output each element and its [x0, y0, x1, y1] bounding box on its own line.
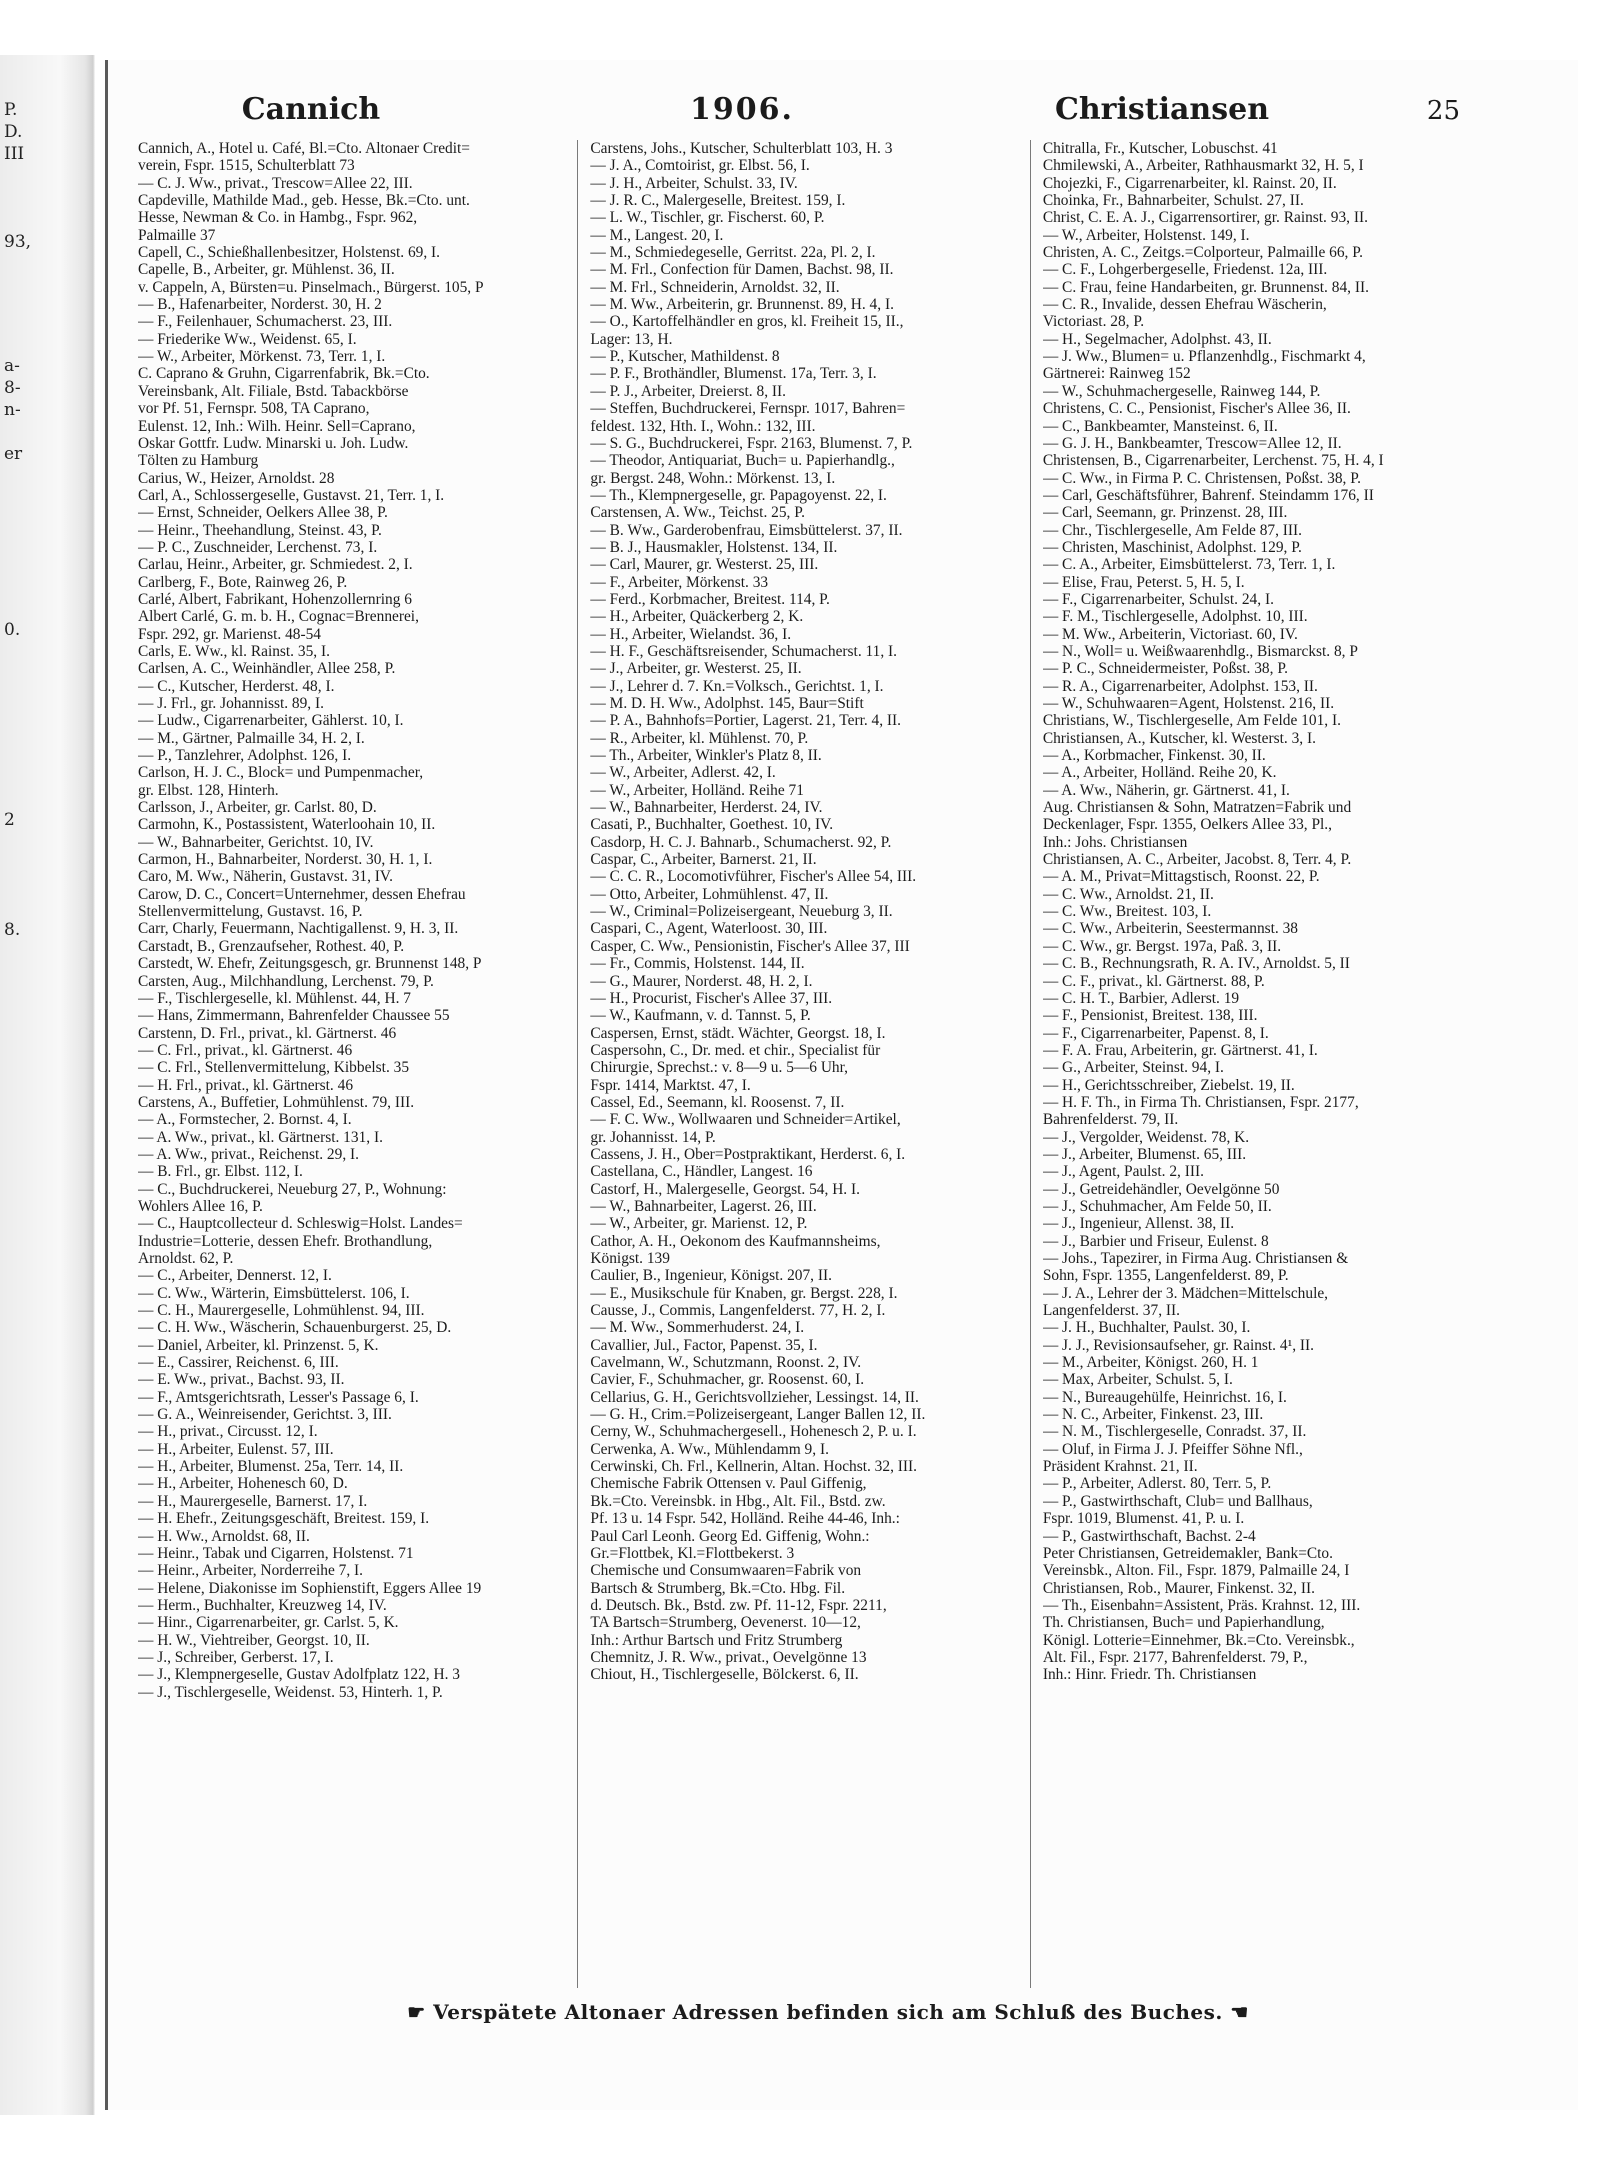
- directory-entry: Christiansen, A., Kutscher, kl. Westerst. 3, I.: [1042, 729, 1316, 747]
- directory-entry: — H. Frl., privat., kl. Gärtnerst. 46: [138, 1076, 354, 1094]
- directory-entry: Eulenst. 12, Inh.: Wilh. Heinr. Sell=Caprano,: [138, 417, 416, 435]
- margin-fragment: 8-: [4, 378, 21, 398]
- directory-entry: — C. Ww., Breitest. 103, I.: [1042, 903, 1212, 921]
- directory-entry: — Otto, Arbeiter, Lohmühlenst. 47, II.: [590, 885, 829, 903]
- directory-entry: Caspersohn, C., Dr. med. et chir., Specialist für: [590, 1041, 881, 1059]
- directory-entry: — P., Arbeiter, Adlerst. 80, Terr. 5, P.: [1042, 1475, 1272, 1493]
- directory-entry: — C., Arbeiter, Dennerst. 12, I.: [138, 1267, 332, 1285]
- header-year: 1906.: [690, 92, 794, 127]
- page-header: [80, 92, 1460, 132]
- directory-entry: Choinka, Fr., Bahnarbeiter, Schulst. 27, II.: [1042, 192, 1304, 210]
- directory-entry: Carstadt, B., Grenzaufseher, Rothest. 40, P.: [138, 937, 405, 955]
- directory-entry: Carl, A., Schlossergeselle, Gustavst. 21, Terr. 1, I.: [138, 486, 445, 504]
- directory-entry: — F. M., Tischlergeselle, Adolphst. 10, III.: [1042, 608, 1308, 626]
- directory-entry: — C. R., Invalide, dessen Ehefrau Wäscherin,: [1042, 296, 1327, 314]
- directory-entry: Cassel, Ed., Seemann, kl. Roosenst. 7, II.: [590, 1093, 845, 1111]
- directory-entry: Christ, C. E. A. J., Cigarrensortirer, gr. Rainst. 93, II.: [1042, 209, 1368, 227]
- directory-entry: — Heinr., Tabak und Cigarren, Holstenst. 71: [138, 1544, 414, 1562]
- directory-entry: Aug. Christiansen & Sohn, Matratzen=Fabrik und: [1042, 799, 1352, 817]
- directory-entry: — H., Arbeiter, Blumenst. 25a, Terr. 14, II.: [138, 1458, 404, 1476]
- directory-entry: — Heinr., Theehandlung, Steinst. 43, P.: [138, 521, 382, 539]
- directory-entry: Chirurgie, Sprechst.: v. 8—9 u. 5—6 Uhr,: [590, 1059, 848, 1077]
- directory-entry: — J. A., Lehrer der 3. Mädchen=Mittelschule,: [1042, 1284, 1329, 1302]
- directory-entry: — W., Arbeiter, Holstenst. 149, I.: [1042, 226, 1250, 244]
- directory-entry: — W., Arbeiter, Holländ. Reihe 71: [590, 781, 804, 799]
- directory-entry: Casper, C. Ww., Pensionistin, Fischer's Allee 37, III: [590, 937, 910, 955]
- directory-entry: — W., Bahnarbeiter, Lagerst. 26, III.: [590, 1197, 817, 1215]
- directory-entry: — J., Tischlergeselle, Weidenst. 53, Hinterh. 1, P.: [138, 1683, 443, 1701]
- directory-entry: Bk.=Cto. Vereinsbk. in Hbg., Alt. Fil., Bstd. zw.: [590, 1492, 886, 1510]
- directory-entry: Inh.: Johs. Christiansen: [1042, 833, 1188, 851]
- directory-entry: Casati, P., Buchhalter, Goethest. 10, IV.: [590, 816, 834, 834]
- directory-entry: — M., Gärtner, Palmaille 34, H. 2, I.: [138, 729, 365, 747]
- directory-entry: Vereinsbank, Alt. Filiale, Bstd. Tabackbörse: [138, 382, 409, 400]
- directory-entry: — H., privat., Circusst. 12, I.: [138, 1423, 318, 1441]
- directory-entry: Gr.=Flottbek, Kl.=Flottbekerst. 3: [590, 1544, 795, 1562]
- directory-entry: — C. F., privat., kl. Gärtnerst. 88, P.: [1042, 972, 1265, 990]
- directory-entry: Inh.: Arthur Bartsch und Fritz Strumberg: [590, 1631, 843, 1649]
- directory-entry: Stellenvermittelung, Gustavst. 16, P.: [138, 903, 363, 921]
- directory-entry: — Th., Klempnergeselle, gr. Papagoyenst. 22, I.: [590, 486, 887, 504]
- directory-entry: — F., Tischlergeselle, kl. Mühlenst. 44, H. 7: [138, 989, 411, 1007]
- margin-fragment: 93,: [4, 232, 32, 252]
- directory-entry: Hesse, Newman & Co. in Hambg., Fspr. 962,: [138, 209, 418, 227]
- directory-entry: Christen, A. C., Zeitgs.=Colporteur, Palmaille 66, P.: [1042, 244, 1363, 262]
- directory-entry: — J., Vergolder, Weidenst. 78, K.: [1042, 1128, 1250, 1146]
- directory-entry: — M., Arbeiter, Königst. 260, H. 1: [1042, 1354, 1259, 1372]
- directory-entry: Pf. 13 u. 14 Fspr. 542, Holländ. Reihe 44-46, Inh.:: [590, 1510, 900, 1528]
- directory-entry: — C. Frau, feine Handarbeiten, gr. Brunnenst. 84, II.: [1042, 278, 1369, 296]
- directory-entry: — Johs., Tapezirer, in Firma Aug. Christiansen &: [1042, 1250, 1349, 1267]
- directory-entry: Christiansen, A. C., Arbeiter, Jacobst. 8, Terr. 4, P.: [1042, 851, 1352, 869]
- directory-entry: Cerwenka, A. Ww., Mühlendamm 9, I.: [590, 1440, 829, 1458]
- directory-entry: — H. Ehefr., Zeitungsgeschäft, Breitest. 159, I.: [138, 1510, 430, 1528]
- directory-entry: Alt. Fil., Fspr. 2177, Bahrenfelderst. 79, P.,: [1042, 1648, 1308, 1666]
- directory-entry: TA Bartsch=Strumberg, Oevenerst. 10—12,: [590, 1614, 861, 1632]
- directory-columns: [138, 140, 1498, 1988]
- directory-entry: — S. G., Buchdruckerei, Fspr. 2163, Blumenst. 7, P.: [590, 434, 913, 452]
- directory-entry: — C. C. R., Locomotivführer, Fischer's Allee 54, III.: [590, 868, 917, 886]
- directory-entry: — Daniel, Arbeiter, kl. Prinzenst. 5, K.: [138, 1336, 379, 1354]
- directory-entry: — F., Cigarrenarbeiter, Papenst. 8, I.: [1042, 1024, 1269, 1042]
- directory-entry: — N. C., Arbeiter, Finkenst. 23, III.: [1042, 1406, 1264, 1424]
- directory-entry: — C. H. T., Barbier, Adlerst. 19: [1042, 989, 1240, 1007]
- directory-entry: gr. Elbst. 128, Hinterh.: [138, 781, 279, 799]
- directory-entry: — N., Woll= u. Weißwaarenhdlg., Bismarckst. 8, P: [1042, 642, 1358, 660]
- margin-fragment: D.: [4, 122, 23, 142]
- directory-entry: — C., Buchdruckerei, Neueburg 27, P., Wohnung:: [138, 1180, 447, 1198]
- directory-entry: — J. H., Buchhalter, Paulst. 30, I.: [1042, 1319, 1251, 1337]
- directory-entry: Carlsen, A. C., Weinhändler, Allee 258, P.: [138, 660, 396, 678]
- directory-entry: Cannich, A., Hotel u. Café, Bl.=Cto. Altonaer Credit=: [138, 140, 470, 157]
- margin-fragment: a-: [4, 356, 20, 376]
- directory-entry: — J. Frl., gr. Johannisst. 89, I.: [138, 695, 324, 712]
- directory-entry: — B. Frl., gr. Elbst. 112, I.: [138, 1163, 303, 1181]
- directory-entry: — Ludw., Cigarrenarbeiter, Gählerst. 10, I.: [138, 712, 404, 730]
- directory-entry: Cavier, F., Schuhmacher, gr. Roosenst. 60, I.: [590, 1371, 865, 1389]
- directory-entry: Castorf, H., Malergeselle, Georgst. 54, H. I.: [590, 1180, 860, 1198]
- directory-entry: — G., Maurer, Norderst. 48, H. 2, I.: [590, 972, 813, 990]
- directory-entry: — Christen, Maschinist, Adolphst. 129, P.: [1042, 538, 1302, 556]
- directory-entry: Cavelmann, W., Schutzmann, Roonst. 2, IV.: [590, 1354, 862, 1372]
- directory-entry: Th. Christiansen, Buch= und Papierhandlung,: [1042, 1614, 1325, 1632]
- directory-entry: Deckenlager, Fspr. 1355, Oelkers Allee 33, Pl.,: [1042, 816, 1332, 834]
- directory-entry: — C., Kutscher, Herderst. 48, I.: [138, 677, 335, 695]
- directory-entry: Fspr. 292, gr. Marienst. 48-54: [138, 625, 321, 643]
- directory-entry: — R., Arbeiter, kl. Mühlenst. 70, P.: [590, 729, 809, 747]
- directory-entry: — C. H. Ww., Wäscherin, Schauenburgerst. 25, D.: [138, 1319, 452, 1337]
- directory-entry: Chitralla, Fr., Kutscher, Lobuschst. 41: [1042, 140, 1278, 157]
- directory-entry: — M. Ww., Sommerhuderst. 24, I.: [590, 1319, 805, 1337]
- directory-entry: — H. F. Th., in Firma Th. Christiansen, Fspr. 2177,: [1042, 1093, 1359, 1111]
- directory-entry: Christians, W., Tischlergeselle, Am Felde 101, I.: [1042, 712, 1341, 730]
- directory-entry: — W., Bahnarbeiter, Gerichtst. 10, IV.: [138, 833, 374, 851]
- directory-entry: — A. Ww., privat., kl. Gärtnerst. 131, I.: [138, 1128, 383, 1146]
- directory-entry: — J. Ww., Blumen= u. Pflanzenhdlg., Fischmarkt 4,: [1042, 348, 1366, 366]
- directory-entry: Carow, D. C., Concert=Unternehmer, dessen Ehefrau: [138, 885, 466, 903]
- directory-entry: — A., Arbeiter, Holländ. Reihe 20, K.: [1042, 764, 1277, 782]
- directory-entry: — C. Ww., Arnoldst. 21, II.: [1042, 885, 1214, 903]
- directory-entry: — H. Ww., Arnoldst. 68, II.: [138, 1527, 310, 1545]
- margin-fragment: n-: [4, 400, 21, 420]
- directory-entry: — H., Arbeiter, Wielandst. 36, I.: [590, 625, 792, 643]
- directory-entry: — A. Ww., privat., Reichenst. 29, I.: [138, 1145, 359, 1163]
- directory-entry: — O., Kartoffelhändler en gros, kl. Freiheit 15, II.,: [590, 313, 904, 331]
- margin-fragment: III: [4, 144, 25, 164]
- directory-entry: — C. H., Maurergeselle, Lohmühlenst. 94, III.: [138, 1302, 425, 1320]
- directory-entry: — M. D. H. Ww., Adolphst. 145, Baur=Stift: [590, 695, 864, 712]
- margin-fragment: 2: [4, 810, 15, 830]
- directory-entry: — H., Segelmacher, Adolphst. 43, II.: [1042, 330, 1272, 348]
- directory-entry: — A. M., Privat=Mittagstisch, Roonst. 22, P.: [1042, 868, 1320, 886]
- directory-entry: — H., Arbeiter, Hohenesch 60, D.: [138, 1475, 348, 1493]
- directory-entry: — C. F., Lohgerbergeselle, Friedenst. 12a, III.: [1042, 261, 1328, 279]
- directory-entry: Cellarius, G. H., Gerichtsvollzieher, Lessingst. 14, II.: [590, 1388, 919, 1406]
- directory-entry: — Carl, Maurer, gr. Westerst. 25, III.: [590, 556, 819, 574]
- directory-entry: — J., Barbier und Friseur, Eulenst. 8: [1042, 1232, 1269, 1250]
- directory-entry: Inh.: Hinr. Friedr. Th. Christiansen: [1042, 1666, 1257, 1684]
- directory-entry: Cerwinski, Ch. Frl., Kellnerin, Altan. Hochst. 32, III.: [590, 1458, 917, 1476]
- directory-entry: gr. Johannisst. 14, P.: [590, 1128, 716, 1146]
- directory-entry: — C. Ww., Wärterin, Eimsbüttelerst. 106, I.: [138, 1284, 410, 1302]
- directory-entry: — P. J., Arbeiter, Dreierst. 8, II.: [590, 382, 786, 400]
- directory-entry: — Chr., Tischlergeselle, Am Felde 87, III.: [1042, 521, 1303, 539]
- directory-entry: — B. J., Hausmakler, Holstenst. 134, II.: [590, 538, 838, 556]
- directory-entry: v. Cappeln, A, Bürsten=u. Pinselmach., Bürgerst. 105, P: [138, 278, 484, 296]
- directory-entry: — Herm., Buchhalter, Kreuzweg 14, IV.: [138, 1596, 387, 1614]
- directory-entry: Christensen, B., Cigarrenarbeiter, Lerchenst. 75, H. 4, I: [1042, 452, 1384, 470]
- binding-edge: [0, 55, 95, 2115]
- directory-entry: — W., Arbeiter, gr. Marienst. 12, P.: [590, 1215, 808, 1233]
- directory-entry: — P. C., Zuschneider, Lerchenst. 73, I.: [138, 538, 378, 556]
- directory-entry: — W., Schuhwaaren=Agent, Holstenst. 216, II.: [1042, 695, 1335, 712]
- directory-entry: — P. C., Schneidermeister, Poßst. 38, P.: [1042, 660, 1289, 678]
- directory-entry: Palmaille 37: [138, 226, 216, 244]
- directory-entry: Carstedt, W. Ehefr, Zeitungsgesch, gr. Brunnenst 148, P: [138, 955, 482, 973]
- directory-entry: Caulier, B., Ingenieur, Königst. 207, II.: [590, 1267, 832, 1285]
- directory-entry: — H., Gerichtsschreiber, Ziebelst. 19, II.: [1042, 1076, 1295, 1094]
- directory-entry: — Carl, Seemann, gr. Prinzenst. 28, III.: [1042, 504, 1288, 522]
- directory-entry: — N., Bureaugehülfe, Heinrichst. 16, I.: [1042, 1388, 1287, 1406]
- directory-entry: Chemische Fabrik Ottensen v. Paul Giffenig,: [590, 1475, 867, 1493]
- directory-entry: — C. Ww., Arbeiterin, Seestermannst. 38: [1042, 920, 1298, 938]
- directory-entry: — G. A., Weinreisender, Gerichtst. 3, III.: [138, 1406, 392, 1424]
- directory-entry: — J., Schuhmacher, Am Felde 50, II.: [1042, 1197, 1272, 1215]
- directory-entry: Carmon, H., Bahnarbeiter, Norderst. 30, H. 1, I.: [138, 851, 433, 869]
- directory-entry: — Oluf, in Firma J. J. Pfeiffer Söhne Nfl.,: [1042, 1440, 1303, 1458]
- directory-entry: — M. Ww., Arbeiterin, gr. Brunnenst. 89, H. 4, I.: [590, 296, 894, 314]
- column-2: [590, 140, 1030, 1988]
- directory-entry: — Carl, Geschäftsführer, Bahrenf. Steindamm 176, II: [1042, 486, 1374, 504]
- directory-entry: Wohlers Allee 16, P.: [138, 1197, 263, 1215]
- directory-entry: — C., Bankbeamter, Mansteinst. 6, II.: [1042, 417, 1278, 435]
- margin-fragment: 0.: [4, 620, 21, 640]
- directory-entry: — W., Arbeiter, Mörkenst. 73, Terr. 1, I.: [138, 348, 386, 366]
- directory-entry: — M. Frl., Confection für Damen, Bachst. 98, II.: [590, 261, 894, 279]
- directory-entry: Chojezki, F., Cigarrenarbeiter, kl. Rainst. 20, II.: [1042, 174, 1337, 192]
- directory-entry: Christens, C. C., Pensionist, Fischer's Allee 36, II.: [1042, 400, 1351, 418]
- directory-entry: — C. Ww., in Firma P. C. Christensen, Poßst. 38, P.: [1042, 469, 1361, 487]
- directory-entry: — P., Gastwirthschaft, Club= und Ballhaus,: [1042, 1492, 1313, 1510]
- directory-entry: Carr, Charly, Feuermann, Nachtigallenst. 9, H. 3, II.: [138, 920, 459, 938]
- directory-entry: Vereinsbk., Alton. Fil., Fspr. 1879, Palmaille 24, I: [1042, 1562, 1350, 1580]
- directory-entry: — Th., Eisenbahn=Assistent, Präs. Krahnst. 12, III.: [1042, 1596, 1361, 1614]
- directory-entry: — Fr., Commis, Holstenst. 144, II.: [590, 955, 805, 973]
- directory-entry: — C. J. Ww., privat., Trescow=Allee 22, III.: [138, 174, 413, 192]
- directory-entry: — H., Maurergeselle, Barnerst. 17, I.: [138, 1492, 368, 1510]
- directory-entry: — M., Schmiedegeselle, Gerritst. 22a, Pl. 2, I.: [590, 244, 876, 262]
- directory-entry: Carlsson, J., Arbeiter, gr. Carlst. 80, D.: [138, 799, 377, 817]
- directory-entry: — G. J. H., Bankbeamter, Trescow=Allee 12, II.: [1042, 434, 1342, 452]
- directory-entry: Tölten zu Hamburg: [138, 452, 259, 470]
- directory-entry: — J. R. C., Malergeselle, Breitest. 159, I.: [590, 192, 846, 210]
- directory-entry: — F., Feilenhauer, Schumacherst. 23, III.: [138, 313, 393, 331]
- directory-entry: — J., Agent, Paulst. 2, III.: [1042, 1163, 1204, 1181]
- directory-entry: Peter Christiansen, Getreidemakler, Bank=Cto.: [1042, 1544, 1333, 1562]
- directory-entry: Langenfelderst. 37, II.: [1042, 1302, 1180, 1320]
- directory-entry: — J. H., Arbeiter, Schulst. 33, IV.: [590, 174, 798, 192]
- directory-entry: — J., Getreidehändler, Oevelgönne 50: [1042, 1180, 1280, 1198]
- directory-entry: — Helene, Diakonisse im Sophienstift, Eggers Allee 19: [138, 1579, 482, 1597]
- column-3: [1043, 140, 1498, 1988]
- directory-entry: Capdeville, Mathilde Mad., geb. Hesse, Bk.=Cto. unt.: [138, 192, 470, 210]
- directory-entry: — P. A., Bahnhofs=Portier, Lagerst. 21, Terr. 4, II.: [590, 712, 902, 730]
- directory-entry: — A., Korbmacher, Finkenst. 30, II.: [1042, 747, 1266, 765]
- directory-entry: Capell, C., Schießhallenbesitzer, Holstenst. 69, I.: [138, 244, 441, 262]
- directory-entry: — C. Ww., gr. Bergst. 197a, Paß. 3, II.: [1042, 937, 1282, 955]
- directory-entry: — F. C. Ww., Wollwaaren und Schneider=Artikel,: [590, 1111, 901, 1129]
- directory-entry: — H. F., Geschäftsreisender, Schumacherst. 11, I.: [590, 642, 897, 660]
- directory-entry: — H., Arbeiter, Quäckerberg 2, K.: [590, 608, 804, 626]
- directory-entry: — W., Schuhmachergeselle, Rainweg 144, P.: [1042, 382, 1321, 400]
- directory-entry: Caspersen, Ernst, städt. Wächter, Georgst. 18, I.: [590, 1024, 886, 1042]
- directory-entry: — Hinr., Cigarrenarbeiter, gr. Carlst. 5, K.: [138, 1614, 399, 1632]
- directory-entry: Fspr. 1019, Blumenst. 41, P. u. I.: [1042, 1510, 1245, 1528]
- directory-entry: Bartsch & Strumberg, Bk.=Cto. Hbg. Fil.: [590, 1579, 846, 1597]
- directory-entry: Carstens, A., Buffetier, Lohmühlenst. 79, III.: [138, 1093, 415, 1111]
- directory-entry: — R. A., Cigarrenarbeiter, Adolphst. 153, II.: [1042, 677, 1318, 695]
- directory-entry: — C. Frl., privat., kl. Gärtnerst. 46: [138, 1041, 353, 1059]
- directory-entry: Chmilewski, A., Arbeiter, Rathhausmarkt 32, H. 5, I: [1042, 157, 1364, 175]
- directory-entry: — M. Ww., Arbeiterin, Victoriast. 60, IV.: [1042, 625, 1298, 643]
- directory-entry: — W., Criminal=Polizeisergeant, Neueburg 3, II.: [590, 903, 893, 921]
- directory-entry: — G., Arbeiter, Steinst. 94, I.: [1042, 1059, 1224, 1077]
- directory-entry: — W., Arbeiter, Adlerst. 42, I.: [590, 764, 776, 782]
- directory-entry: — C. Frl., Stellenvermittelung, Kibbelst. 35: [138, 1059, 410, 1077]
- directory-entry: Cathor, A. H., Oekonom des Kaufmannsheims,: [590, 1232, 881, 1250]
- directory-entry: Oskar Gottfr. Ludw. Minarski u. Joh. Ludw.: [138, 434, 409, 452]
- directory-entry: — N. M., Tischlergeselle, Conradst. 37, II.: [1042, 1423, 1307, 1441]
- directory-entry: — F., Amtsgerichtsrath, Lesser's Passage 6, I.: [138, 1388, 419, 1406]
- directory-entry: — G. H., Crim.=Polizeisergeant, Langer Ballen 12, II.: [590, 1406, 926, 1424]
- directory-entry: verein, Fspr. 1515, Schulterblatt 73: [138, 157, 355, 175]
- directory-entry: Carstenn, D. Frl., privat., kl. Gärtnerst. 46: [138, 1024, 397, 1042]
- directory-entry: Carlé, Albert, Fabrikant, Hohenzollernring 6: [138, 590, 412, 608]
- directory-entry: — C. B., Rechnungsrath, R. A. IV., Arnoldst. 5, II: [1042, 955, 1350, 973]
- margin-fragment: P.: [4, 100, 18, 120]
- directory-page: [105, 60, 1578, 2110]
- directory-entry: — Ernst, Schneider, Oelkers Allee 38, P.: [138, 504, 388, 522]
- directory-entry: Königl. Lotterie=Einnehmer, Bk.=Cto. Vereinsbk.,: [1042, 1631, 1355, 1649]
- directory-entry: — J., Ingenieur, Allenst. 38, II.: [1042, 1215, 1235, 1233]
- directory-entry: — E., Cassirer, Reichenst. 6, III.: [138, 1354, 339, 1372]
- header-last-entry: Christiansen: [1054, 92, 1270, 127]
- directory-entry: Caspari, C., Agent, Waterloost. 30, III.: [590, 920, 828, 938]
- directory-entry: Carlson, H. J. C., Block= und Pumpenmacher,: [138, 764, 424, 782]
- directory-entry: Capelle, B., Arbeiter, gr. Mühlenst. 36, II.: [138, 261, 395, 279]
- directory-entry: Lager: 13, H.: [590, 330, 673, 348]
- directory-entry: Sohn, Fspr. 1355, Langenfelderst. 89, P.: [1042, 1267, 1289, 1285]
- directory-entry: Fspr. 1414, Marktst. 47, I.: [590, 1076, 751, 1094]
- directory-entry: — J., Lehrer d. 7. Kn.=Volksch., Gerichtst. 1, I.: [590, 677, 884, 695]
- directory-entry: — H., Procurist, Fischer's Allee 37, III.: [590, 989, 833, 1007]
- directory-entry: — Ferd., Korbmacher, Breitest. 114, P.: [590, 590, 830, 608]
- directory-entry: — P. F., Brothändler, Blumenst. 17a, Terr. 3, I.: [590, 365, 877, 383]
- directory-entry: — C., Hauptcollecteur d. Schleswig=Holst. Landes=: [138, 1215, 463, 1233]
- directory-entry: Carlau, Heinr., Arbeiter, gr. Schmiedest. 2, I.: [138, 556, 413, 574]
- directory-entry: Cassens, J. H., Ober=Postpraktikant, Herderst. 6, I.: [590, 1145, 906, 1163]
- directory-entry: Albert Carlé, G. m. b. H., Cognac=Brennerei,: [138, 608, 419, 626]
- directory-entry: Industrie=Lotterie, dessen Ehefr. Brothandlung,: [138, 1232, 433, 1250]
- directory-entry: Victoriast. 28, P.: [1042, 313, 1145, 331]
- directory-entry: — A., Formstecher, 2. Bornst. 4, I.: [138, 1111, 352, 1129]
- directory-entry: — Hans, Zimmermann, Bahrenfelder Chaussee 55: [138, 1007, 450, 1025]
- directory-entry: Carstensen, A. Ww., Teichst. 25, P.: [590, 504, 805, 522]
- directory-entry: — M., Langest. 20, I.: [590, 226, 724, 244]
- directory-entry: — F., Pensionist, Breitest. 138, III.: [1042, 1007, 1258, 1025]
- directory-entry: Carmohn, K., Postassistent, Waterloohain 10, II.: [138, 816, 436, 834]
- directory-entry: — P., Kutscher, Mathildenst. 8: [590, 348, 780, 366]
- directory-entry: Carstens, Johs., Kutscher, Schulterblatt 103, H. 3: [590, 140, 893, 157]
- directory-entry: Causse, J., Commis, Langenfelderst. 77, H. 2, I.: [590, 1302, 886, 1320]
- directory-entry: Christiansen, Rob., Maurer, Finkenst. 32, II.: [1042, 1579, 1315, 1597]
- directory-entry: Carsten, Aug., Milchhandlung, Lerchenst. 79, P.: [138, 972, 434, 990]
- directory-entry: — H. W., Viehtreiber, Georgst. 10, II.: [138, 1631, 370, 1649]
- margin-fragment: er: [4, 444, 23, 464]
- directory-entry: Castellana, C., Händler, Langest. 16: [590, 1163, 813, 1181]
- directory-entry: — M. Frl., Schneiderin, Arnoldst. 32, II.: [590, 278, 840, 296]
- directory-entry: Bahrenfelderst. 79, II.: [1042, 1111, 1179, 1129]
- directory-entry: C. Caprano & Gruhn, Cigarrenfabrik, Bk.=Cto.: [138, 365, 430, 383]
- directory-entry: Chiout, H., Tischlergeselle, Bölckerst. 6, II.: [590, 1666, 859, 1684]
- directory-entry: vor Pf. 51, Fernspr. 508, TA Caprano,: [138, 400, 370, 418]
- directory-entry: Carls, E. Ww., kl. Rainst. 35, I.: [138, 642, 330, 660]
- page-number: 25: [1426, 96, 1460, 126]
- directory-entry: — A. Ww., Näherin, gr. Gärtnerst. 41, I.: [1042, 781, 1290, 799]
- directory-entry: Cavallier, Jul., Factor, Papenst. 35, I.: [590, 1336, 818, 1354]
- directory-entry: Caro, M. Ww., Näherin, Gustavst. 31, IV.: [138, 868, 393, 886]
- directory-entry: — E., Musikschule für Knaben, gr. Bergst. 228, I.: [590, 1284, 898, 1302]
- directory-entry: Carius, W., Heizer, Arnoldst. 28: [138, 469, 335, 487]
- directory-entry: d. Deutsch. Bk., Bstd. zw. Pf. 11-12, Fspr. 2211,: [590, 1596, 887, 1614]
- directory-entry: — J., Schreiber, Gerberst. 17, I.: [138, 1648, 334, 1666]
- directory-entry: — J., Arbeiter, gr. Westerst. 25, II.: [590, 660, 802, 678]
- directory-entry: — Max, Arbeiter, Schulst. 5, I.: [1042, 1371, 1233, 1389]
- directory-entry: — H., Arbeiter, Eulenst. 57, III.: [138, 1440, 334, 1458]
- directory-entry: — Steffen, Buchdruckerei, Fernspr. 1017, Bahren=: [590, 400, 906, 418]
- footer-note: ☛ Verspätete Altonaer Adressen befinden sich am Schluß des Buches. ☚: [407, 2000, 1249, 2024]
- directory-entry: — P., Gastwirthschaft, Bachst. 2-4: [1042, 1527, 1256, 1545]
- directory-entry: Casdorp, H. C. J. Bahnarb., Schumacherst. 92, P.: [590, 833, 892, 851]
- directory-entry: Cerny, W., Schuhmachergesell., Hohenesch 2, P. u. I.: [590, 1423, 917, 1441]
- directory-entry: — Theodor, Antiquariat, Buch= u. Papierhandlg.,: [590, 452, 895, 470]
- directory-entry: Chemnitz, J. R. Ww., privat., Oevelgönne 13: [590, 1648, 867, 1666]
- directory-entry: Gärtnerei: Rainweg 152: [1042, 365, 1191, 383]
- column-1: [138, 140, 578, 1988]
- directory-entry: — L. W., Tischler, gr. Fischerst. 60, P.: [590, 209, 825, 227]
- directory-entry: feldest. 132, Hth. I., Wohn.: 132, III.: [590, 417, 816, 435]
- directory-entry: — F. A. Frau, Arbeiterin, gr. Gärtnerst. 41, I.: [1042, 1041, 1318, 1059]
- directory-entry: — J. J., Revisionsaufseher, gr. Rainst. 4¹, II.: [1042, 1336, 1314, 1354]
- directory-entry: — W., Bahnarbeiter, Herderst. 24, IV.: [590, 799, 823, 817]
- directory-entry: — J., Klempnergeselle, Gustav Adolfplatz 122, H. 3: [138, 1666, 461, 1684]
- directory-entry: — F., Arbeiter, Mörkenst. 33: [590, 573, 769, 591]
- directory-entry: — Heinr., Arbeiter, Norderreihe 7, I.: [138, 1562, 364, 1580]
- directory-entry: Carlberg, F., Bote, Rainweg 26, P.: [138, 573, 348, 591]
- directory-entry: Chemische und Consumwaaren=Fabrik von: [590, 1562, 862, 1580]
- directory-entry: — Friederike Ww., Weidenst. 65, I.: [138, 330, 357, 348]
- directory-entry: — E. Ww., privat., Bachst. 93, II.: [138, 1371, 345, 1389]
- directory-entry: — Th., Arbeiter, Winkler's Platz 8, II.: [590, 747, 822, 765]
- directory-entry: Caspar, C., Arbeiter, Barnerst. 21, II.: [590, 851, 817, 869]
- directory-entry: — J., Arbeiter, Blumenst. 65, III.: [1042, 1145, 1247, 1163]
- directory-entry: — B., Hafenarbeiter, Norderst. 30, H. 2: [138, 296, 382, 314]
- directory-entry: — J. A., Comtoirist, gr. Elbst. 56, I.: [590, 157, 810, 175]
- margin-fragment: 8.: [4, 920, 21, 940]
- directory-entry: — Elise, Frau, Peterst. 5, H. 5, I.: [1042, 573, 1245, 591]
- directory-entry: gr. Bergst. 248, Wohn.: Mörkenst. 13, I.: [590, 469, 836, 487]
- directory-entry: — B. Ww., Garderobenfrau, Eimsbüttelerst. 37, II.: [590, 521, 903, 539]
- directory-entry: — F., Cigarrenarbeiter, Schulst. 24, I.: [1042, 590, 1274, 608]
- header-first-entry: Cannich: [241, 92, 381, 127]
- directory-entry: — P., Tanzlehrer, Adolphst. 126, I.: [138, 747, 352, 765]
- directory-entry: Arnoldst. 62, P.: [138, 1250, 234, 1267]
- directory-entry: — W., Kaufmann, v. d. Tannst. 5, P.: [590, 1007, 811, 1025]
- directory-entry: — C. A., Arbeiter, Eimsbüttelerst. 73, Terr. 1, I.: [1042, 556, 1336, 574]
- directory-entry: Königst. 139: [590, 1250, 670, 1267]
- directory-entry: Paul Carl Leonh. Georg Ed. Giffenig, Wohn.:: [590, 1527, 870, 1545]
- directory-entry: Präsident Krahnst. 21, II.: [1042, 1458, 1198, 1476]
